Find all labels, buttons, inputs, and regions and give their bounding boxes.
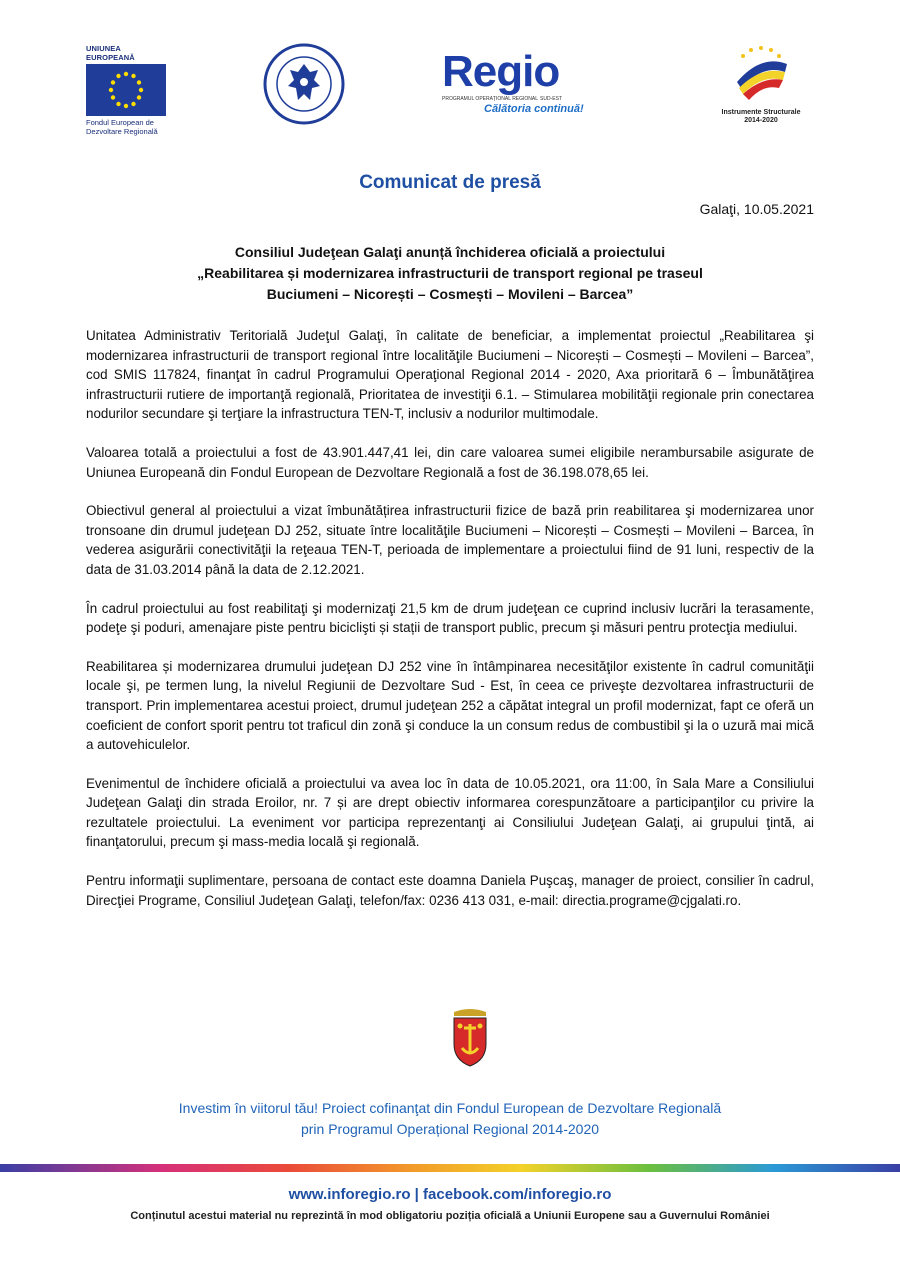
eu-flag-icon [86, 64, 166, 116]
body-paragraph: Evenimentul de închidere oficială a proiectului va avea loc în data de 10.05.2021, ora 11:00, în Sala Mare a Consiliului Judeţean Galaţi din strada Eroilor, nr. 7 și are drept obiectiv informarea corespunzătoare a participanţilor cu privire la rezultatele proiectului. La eveniment vor participa reprezentanţi ai Consiliului Judeţean Galaţi, ai grupului ţintă, ai finanţatorului, precum şi mass-media locală şi regională. [86, 775, 814, 850]
body-paragraph: Valoarea totală a proiectului a fost de 43.901.447,41 lei, din care valoarea sumei eligibile nerambursabile asigurate de Uniunea Europeană din Fondul European de Dezvoltare Regională a fost de 36.198.078,65 lei. [86, 444, 814, 480]
press-release-body [86, 326, 814, 929]
footer-web-links: www.inforegio.ro | facebook.com/inforegio.ro [288, 1186, 612, 1203]
body-paragraph: În cadrul proiectului au fost reabilitaţi şi modernizaţi 21,5 km de drum judeţean ce cuprind inclusiv lucrări la terasamente, podeţe şi poduri, amenajare piste pentru biciclişti și stații de transport public, precum şi măsuri pentru protecţia mediului. [86, 600, 814, 636]
headline-line: Buciumeni – Nicorești – Cosmești – Movileni – Barcea” [266, 286, 634, 302]
press-release-headline [86, 242, 814, 305]
body-paragraph: Unitatea Administrativ Teritorială Judeţul Galaţi, în calitate de beneficiar, a implementat proiectul „Reabilitarea şi modernizarea infrastructurii de transport regional între localităţile Buciumeni – Nicorești – Cosmești – Movileni – Barcea”, cod SMIS 117824, finanţat în cadrul Programului Operaţional Regional 2014 - 2020, Axa prioritară 6 – Îmbunătăţirea infrastructurii rutiere de importanţă regională, Prioritatea de investiţii 6.1. – Stimularea mobilităţii regionale prin conectarea nodurilor secundare şi terţiare la infrastructura TEN-T, inclusiv a nodurilor multimodale. [86, 328, 814, 422]
county-council-coat-of-arms [430, 998, 510, 1076]
document-date: Galaţi, 10.05.2021 [699, 201, 814, 217]
headline-line: Consiliul Judeţean Galaţi anunță închiderea oficială a proiectului [234, 244, 666, 260]
footer-disclaimer: Conținutul acestui material nu reprezintă în mod obligatoriu poziția oficială a Uniunii Europene sau a Guvernului României [130, 1210, 770, 1222]
regio-logo [442, 47, 612, 122]
eu-logo-top-label: UNIUNEA EUROPEANĂ [86, 44, 135, 62]
body-paragraph: Pentru informaţii suplimentare, persoana de contact este doamna Daniela Puşcaş, manager de proiect, consilier în cadrul, Direcţiei Programe, Consiliul Judeţean Galaţi, telefon/fax: 0236 413 031, e-mail: directia.programe@cjgalati.ro. [86, 873, 814, 908]
headline-line: „Reabilitarea și modernizarea infrastructurii de transport regional pe traseul [197, 265, 703, 281]
regio-tagline: Călătoria continuă! [484, 103, 584, 115]
rainbow-divider [0, 1164, 900, 1172]
partner-logo-bar [0, 40, 900, 136]
structural-instruments-icon [729, 42, 793, 102]
document-title: Comunicat de presă [359, 172, 541, 193]
eu-logo-caption: Fondul European de Dezvoltare Regională [86, 118, 158, 136]
eu-stars-icon [86, 64, 166, 116]
regio-wordmark: Regio [442, 47, 560, 96]
structural-instruments-caption: Instrumente Structurale 2014-2020 [721, 109, 801, 124]
funding-slogan: Investim în viitorul tău! Proiect cofinanţat din Fondul European de Dezvoltare Regională prin Programul Operațional Regional 2014-2020 [178, 1100, 722, 1137]
eu-logo [86, 44, 170, 136]
regio-program-line: PROGRAMUL OPERAȚIONAL REGIONAL SUD-EST [442, 96, 562, 102]
structural-instruments-logo [716, 42, 806, 126]
government-seal-logo [262, 42, 346, 126]
body-paragraph: Reabilitarea și modernizarea drumului judeţean DJ 252 vine în întâmpinarea necesităţilor existente în cadrul comunităţii locale şi, pe termen lung, la nivelul Regiunii de Dezvoltare Sud - Est, în ceea ce priveşte dezvoltarea infrastructurii de transport. Prin implementarea acestui proiect, drumul judeţean 252 a căpătat integral un profil modernizat, fapt ce oferă un coeficient de confort sporit pentru tot traficul din zonă şi conduce la un consum redus de combustibil şi la o uzură mai mică a autovehiculelor. [86, 658, 814, 753]
government-seal-icon [262, 42, 346, 126]
coat-of-arms-icon [430, 998, 510, 1076]
body-paragraph: Obiectivul general al proiectului a vizat îmbunătățirea infrastructurii fizice de bază prin reabilitarea şi modernizarea unor tronsoane din drumul judeţean DJ 252, situate între localităţile Buciumeni – Nicorești – Cosmești – Movileni – Barcea, în vederea asigurării conectivităţii la reţeaua TEN-T, perioada de implementare a proiectului fiind de 91 luni, respectiv de la data de 31.03.2014 până la data de 2.12.2021. [86, 503, 814, 577]
